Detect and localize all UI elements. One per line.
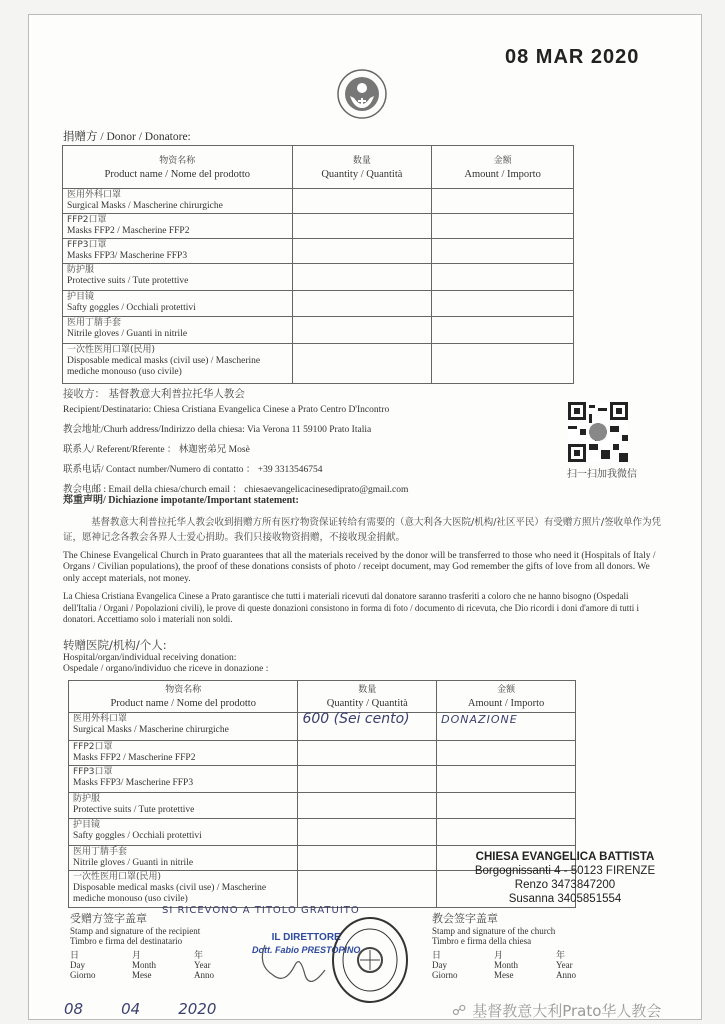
product-name: Masks FFP3/ Mascherine FFP3 (73, 778, 194, 788)
recipient-signature-it: Timbro e firma del destinatario (70, 936, 183, 946)
product-cell (69, 741, 298, 766)
quantity-cell[interactable] (292, 264, 432, 291)
quantity-cell[interactable] (298, 846, 437, 871)
recipient-day: 08 (64, 1000, 84, 1018)
product-cell (63, 291, 293, 317)
recipient-info (63, 384, 408, 500)
column-header: Quantity / Quantità (326, 698, 408, 709)
product-name: Masks FFP3/ Mascherine FFP3 (67, 251, 188, 261)
product-name-zh: 防护服 (73, 794, 101, 804)
column-header: Product name / Nome del prodotto (104, 168, 251, 180)
product-name: Disposable medical masks (civil use) / Mascherine mediche monouso (uso civile) (67, 356, 261, 377)
quantity-cell[interactable] (292, 189, 432, 214)
column-header-zh: 物资名称 (165, 685, 202, 695)
recipient-month: 04 (121, 1000, 141, 1018)
product-name: Masks FFP2 / Mascherine FFP2 (67, 226, 190, 236)
product-name: Safty goggles / Occhiali protettivi (67, 303, 196, 313)
table-row (69, 741, 576, 766)
year-label: 年 Year Anno (556, 950, 576, 980)
table-row (63, 189, 574, 214)
product-name: Protective suits / Tute protettive (67, 276, 189, 286)
product-name-zh: FFP2口罩 (67, 215, 107, 225)
donor-heading: 捐赠方 / Donor / Donatore: (63, 131, 191, 143)
column-header-zh: 物资名称 (159, 155, 196, 166)
church-stamp-contact: Susanna 3405851554 (508, 893, 622, 905)
product-cell (63, 214, 293, 239)
church-address: 教会地址/Churh address/Indirizzo della chiesa: Via Verona 11 59100 Prato Italia (63, 425, 372, 435)
receiver-heading-it: Ospedale / organo/individuo che riceve in donazione : (63, 663, 269, 674)
table-row (63, 214, 574, 239)
column-header-zh: 数量 (352, 155, 371, 166)
amount-cell[interactable] (432, 291, 574, 317)
product-name-zh: 医用丁腈手套 (73, 847, 128, 857)
table-row (63, 317, 574, 344)
recipient-date-labels (70, 950, 224, 980)
statement-section (63, 495, 663, 626)
church-date-labels (432, 950, 586, 980)
quantity-cell[interactable] (298, 766, 437, 793)
product-cell (63, 344, 293, 384)
quantity-cell[interactable] (298, 871, 437, 908)
recipient-year: 2020 (178, 1000, 217, 1018)
amount-cell[interactable] (432, 317, 574, 344)
product-name: Nitrile gloves / Guanti in nitrile (73, 858, 194, 868)
quantity-cell[interactable] (298, 713, 437, 741)
amount-cell[interactable] (437, 713, 576, 741)
recipient-date-handwritten (64, 1000, 216, 1018)
referent: 联系人/ Referent/Rferente ： 林迦密弟兄 Mosè (63, 445, 250, 455)
quantity-cell[interactable] (292, 291, 432, 317)
table-row (63, 291, 574, 317)
product-cell (69, 846, 298, 871)
amount-cell[interactable] (437, 741, 576, 766)
amount-value: DONAZIONE (441, 713, 518, 726)
statement-it: La Chiesa Cristiana Evangelica Cinese a Prato garantisce che tutti i materiali ricevuti dal donatore saranno trasferiti a coloro che ne hanno bisogno (Ospedali dell'Italia / Organi / Popolazioni civili), le prove di queste donazioni consistono in forma di foto / documento di ricevuta, che Dio ricordi i doni d'amore di tutti i donatori. Accettiamo solo i materiali non soldi. (63, 591, 639, 624)
day-label: 日 Day Giorno (432, 950, 458, 980)
donor-table (62, 145, 574, 384)
receiver-heading (63, 637, 268, 674)
recipient-name: Recipient/Destinatario: Chiesa Cristiana Evangelica Cinese a Prato Centro D'Incontro (63, 405, 390, 415)
quantity-cell[interactable] (292, 317, 432, 344)
year-label: 年 Year Anno (194, 950, 214, 980)
product-name-zh: 防护服 (67, 265, 95, 275)
church-stamp-name: CHIESA EVANGELICA BATTISTA (475, 851, 655, 863)
statement-heading: 郑重声明/ Dichiazione impotante/Important statement: (63, 495, 299, 506)
column-header: Quantity / Quantità (321, 168, 403, 180)
product-name: Nitrile gloves / Guanti in nitrile (67, 329, 188, 339)
amount-cell[interactable] (432, 239, 574, 264)
product-cell (69, 871, 298, 908)
recipient-signature-block (70, 912, 224, 980)
table-row (69, 713, 576, 741)
product-name: Safty goggles / Occhiali protettivi (73, 831, 202, 841)
church-stamp (455, 850, 675, 906)
church-email: 教会电邮 : Email della chiesa/church email ： chiesaevangelicacinesediprato@gmail.com (63, 485, 409, 495)
product-name-zh: 一次性医用口罩(民用) (67, 345, 156, 355)
wechat-qr-code[interactable] (568, 402, 628, 462)
receiver-heading-zh: 转赠医院/机构/个人: (63, 638, 167, 652)
product-name-zh: FFP3口罩 (73, 767, 113, 777)
product-name: Surgical Masks / Mascherine chirurgiche (67, 201, 223, 211)
quantity-cell[interactable] (292, 344, 432, 384)
watermark-text: 基督教意大利Prato华人教会 (472, 1002, 662, 1020)
product-cell (63, 264, 293, 291)
month-label: 月 Month Mese (494, 950, 519, 980)
church-signature-en: Stamp and signature of the church (432, 926, 556, 936)
church-signature-block (432, 912, 586, 980)
official-seal (330, 915, 410, 1005)
column-header: Amount / Importo (464, 168, 541, 180)
amount-cell[interactable] (432, 264, 574, 291)
month-label: 月 Month Mese (132, 950, 157, 980)
day-label: 日 Day Giorno (70, 950, 96, 980)
signature (255, 935, 335, 995)
statement-zh: 基督教意大利普拉托华人教会收到捐赠方所有医疗物资保证转给有需要的（意大利各大医院/机构/社区平民）有受赠方照片/签收单作为凭证，愿神记念各教会各界人士爱心捐助。我们只接收物资捐赠，不接收现金捐献。 (63, 516, 662, 543)
director-name: Dott. Fabio PRESTOPINO (252, 945, 361, 955)
product-name: Surgical Masks / Mascherine chirurgiche (73, 725, 229, 735)
product-name: Disposable medical masks (civil use) / Mascherine mediche monouso (uso civile) (73, 883, 267, 904)
quantity-cell[interactable] (292, 214, 432, 239)
quantity-value: 600 (Sei cento) (302, 711, 410, 727)
product-cell (69, 819, 298, 846)
receiver-table-header (69, 681, 576, 713)
column-header: Amount / Importo (467, 698, 545, 709)
product-name-zh: 一次性医用口罩(民用) (73, 872, 162, 882)
receiver-heading-en: Hospital/organ/individual receiving donation: (63, 653, 237, 663)
handwritten-note: SI RICEVONO A TITOLO GRATUITO (162, 905, 360, 916)
quantity-cell[interactable] (292, 239, 432, 264)
product-name-zh: 护目镜 (73, 820, 101, 830)
column-header-zh: 数量 (358, 685, 377, 695)
amount-cell[interactable] (437, 819, 576, 846)
product-cell (63, 189, 293, 214)
table-row (63, 264, 574, 291)
amount-cell[interactable] (437, 766, 576, 793)
product-name-zh: FFP2口罩 (73, 742, 113, 752)
product-cell (69, 793, 298, 819)
table-row (63, 344, 574, 384)
director-title: IL DIRETTORE (271, 932, 341, 943)
wechat-icon: ☍ (452, 1002, 467, 1019)
table-row (63, 239, 574, 264)
product-name-zh: 医用丁腈手套 (67, 318, 122, 328)
column-header: Product name / Nome del prodotto (110, 698, 256, 709)
column-header-zh: 金额 (493, 155, 512, 166)
table-row (69, 793, 576, 819)
product-name-zh: 护目镜 (67, 292, 95, 302)
recipient-signature-en: Stamp and signature of the recipient (70, 926, 201, 936)
church-stamp-contact: Renzo 3473847200 (514, 879, 616, 891)
amount-cell[interactable] (432, 344, 574, 384)
product-name-zh: 医用外科口罩 (73, 714, 128, 724)
contact-number: 联系电话/ Contact number/Numero di contatto ： +39 3313546754 (63, 465, 323, 475)
quantity-cell[interactable] (298, 741, 437, 766)
wechat-watermark (452, 1000, 661, 1021)
statement-en: The Chinese Evangelical Church in Prato guarantees that all the materials received by the donor will be transferred to those who need it (Hospitals of Italy / Organs / Civilian populations), the proof of these donations consists of photo / receipt document, may God remember the gifts of love from all donors. We only accept materials, not money. (63, 550, 656, 584)
church-logo (336, 68, 388, 120)
product-name: Protective suits / Tute protettive (73, 805, 195, 815)
received-date-stamp: 08 MAR 2020 (505, 46, 640, 68)
qr-caption: 扫一扫加我微信 (567, 469, 637, 480)
donor-table-header (63, 146, 574, 189)
church-signature-zh: 教会签字盖章 (432, 912, 498, 925)
church-stamp-address: Borgognissanti 4 - 50123 FIRENZE (474, 865, 656, 877)
product-cell (69, 713, 298, 741)
product-name-zh: 医用外科口罩 (67, 190, 122, 200)
recipient-zh: 接收方： 基督教意大利普拉托华人教会 (63, 388, 245, 400)
recipient-signature-zh: 受赠方签字盖章 (70, 912, 147, 925)
quantity-cell[interactable] (298, 819, 437, 846)
product-name: Masks FFP2 / Mascherine FFP2 (73, 753, 196, 763)
product-name-zh: FFP3口罩 (67, 240, 107, 250)
product-cell (63, 239, 293, 264)
product-cell (69, 766, 298, 793)
amount-cell[interactable] (432, 214, 574, 239)
column-header-zh: 金额 (497, 685, 516, 695)
amount-cell[interactable] (432, 189, 574, 214)
table-row (69, 819, 576, 846)
church-signature-it: Timbro e firma della chiesa (432, 936, 532, 946)
table-row (69, 766, 576, 793)
amount-cell[interactable] (437, 793, 576, 819)
quantity-cell[interactable] (298, 793, 437, 819)
product-cell (63, 317, 293, 344)
